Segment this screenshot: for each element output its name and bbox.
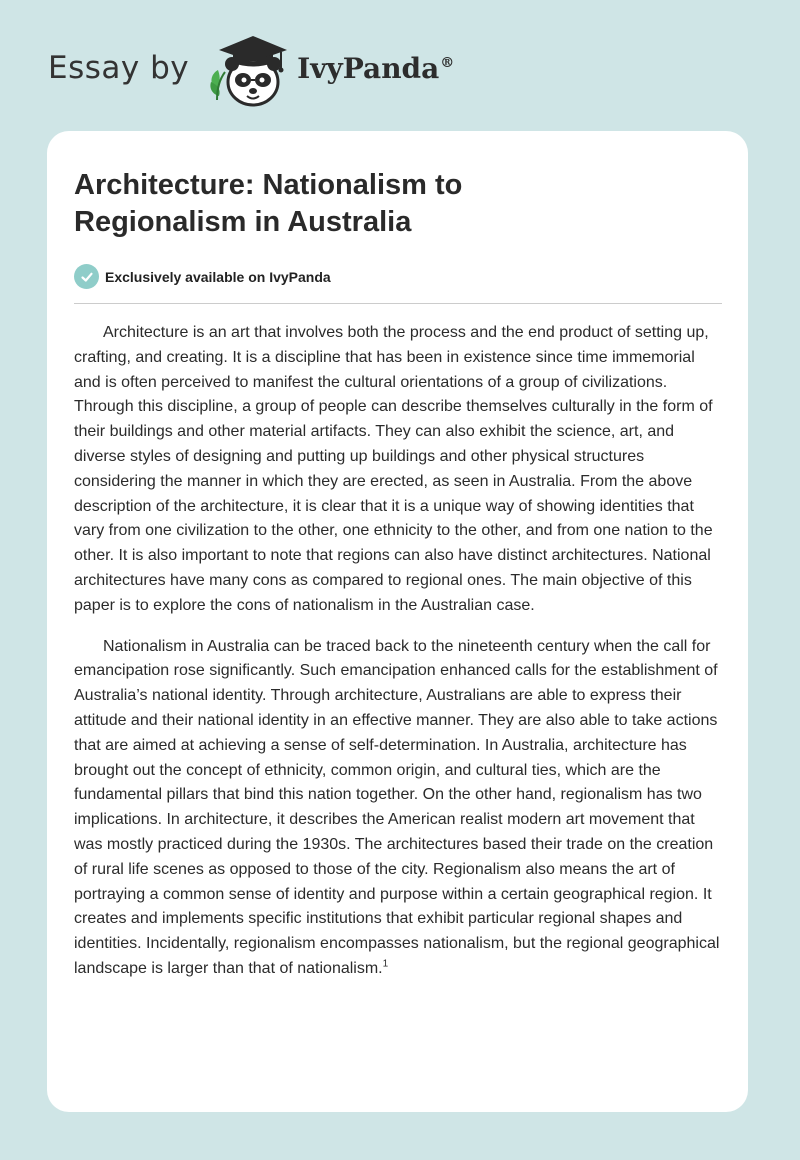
brand-prefix: Essay by <box>48 50 190 86</box>
panda-graduation-cap-icon <box>203 30 293 110</box>
brand-name-text: IvyPanda <box>297 51 440 85</box>
page-title: Architecture: Nationalism to Regionalism in Australia <box>74 169 463 238</box>
paragraph-text: Nationalism in Australia can be traced back to the nineteenth century when the call for emancipation rose significantly. Such emancipation enhanced calls for the establishment of Australia’s national identity. Through architecture, Australians are able to express their attitude and their national identity in an effective manner. They are also able to take actions that are aimed at achieving a sense of self-determination. In Australia, architecture has brought out the concept of ethnicity, common origin, and cultural ties, which are the fundamental pillars that bind this nation together. On the other hand, regionalism has two implications. In architecture, it describes the American realist modern art movement that was mostly practiced during the 1930s. The architectures based their trade on the creation of rural life scenes as opposed to those of the city. Regionalism also means the art of portraying a common sense of identity and purpose within a certain geographical region. It creates and implements specific institutions that exhibit particular regional shapes and identities. Incidentally, regionalism encompasses nationalism, but the regional geographical landscape is larger than that of nationalism. <box>74 637 720 977</box>
divider <box>74 303 722 304</box>
footnote-marker[interactable]: 1 <box>382 958 389 970</box>
exclusive-badge-label: Exclusively available on IvyPanda <box>105 268 331 285</box>
essay-card <box>47 131 748 1112</box>
paragraph <box>74 635 724 982</box>
registered-mark: ® <box>440 55 455 72</box>
exclusive-badge <box>74 264 331 289</box>
paragraph: Architecture is an art that involves both the process and the end product of setting up, crafting, and creating. It is a discipline that has been in existence since time immemorial and is often perceived to manifest the cultural orientations of a group of civilizations. Through this discipline, a group of people can describe themselves culturally in the form of their buildings and other material artifacts. They can also exhibit the science, art, and diverse styles of designing and putting up buildings and other physical structures considering the manner in which they are erected, as seen in Australia. From the above description of the architecture, it is clear that it is a unique way of showing identities that vary from one civilization to the other, one ethnicity to the other, and from one nation to the other. It is also important to note that regions can also have distinct architectures. National architectures have many cons as compared to regional ones. The main objective of this paper is to explore the cons of nationalism in the Australian case. <box>74 324 713 614</box>
essay-body <box>74 321 724 998</box>
site-header-brand[interactable] <box>48 30 454 110</box>
brand-name <box>297 52 454 85</box>
checkmark-circle-icon <box>74 264 99 289</box>
